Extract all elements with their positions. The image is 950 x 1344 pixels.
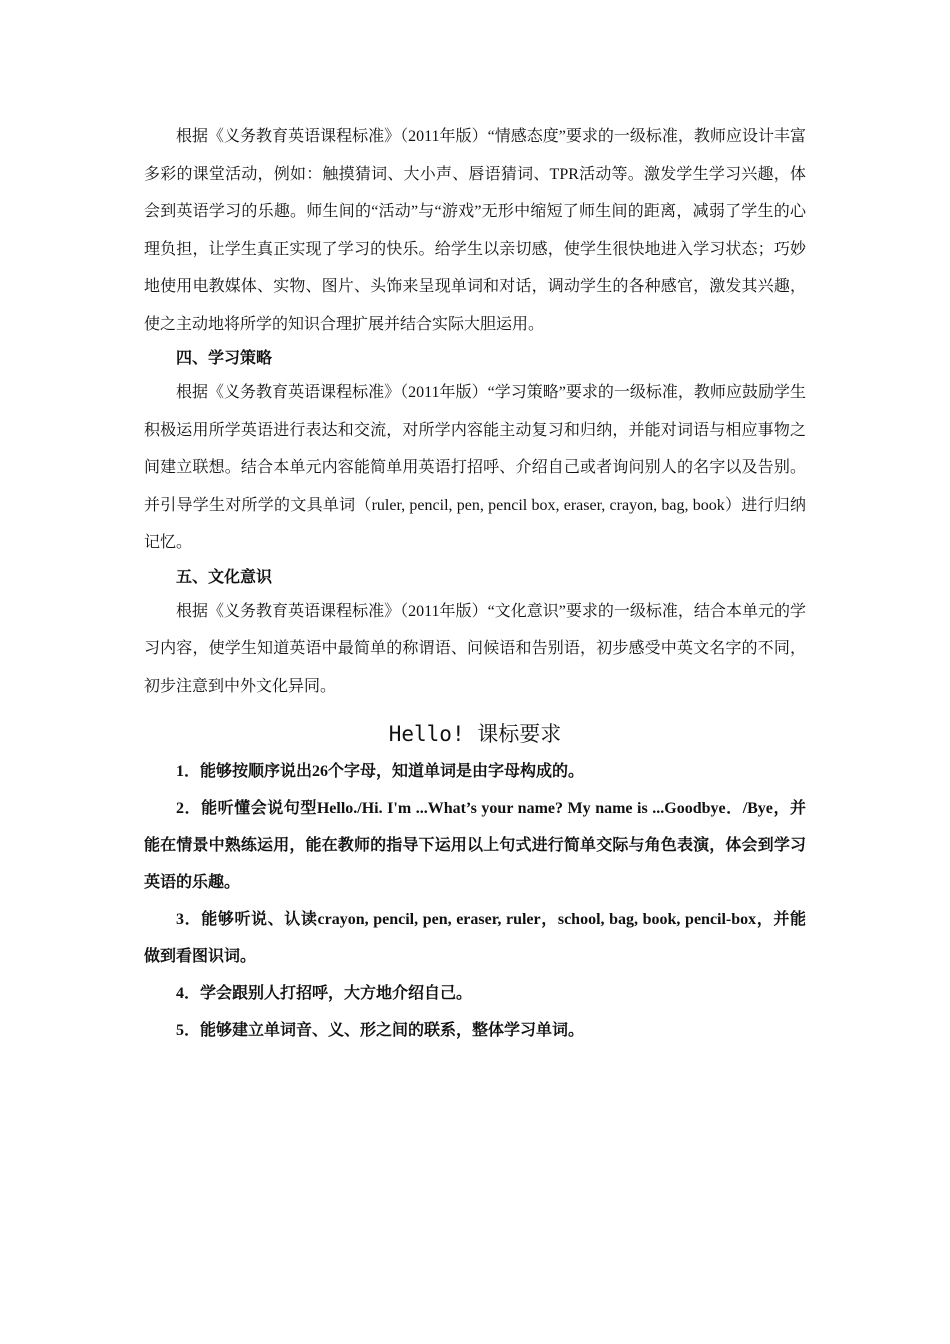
paragraph-learning-strategy: 根据《义务教育英语课程标准》（2011年版）“学习策略”要求的一级标准，教师应鼓励学生积极运用所学英语进行表达和交流，对所学内容能主动复习和归纳，并能对词语与相应事物之间建立联想。结合本单元内容能简单用英语打招呼、介绍自己或者询问别人的名字以及告别。并引导学生对所学的文具单词（ruler, pencil, pen, pencil box, eraser, crayon, bag, book）进行归纳记忆。 [144, 384, 806, 551]
paragraph-cultural-awareness: 根据《义务教育英语课程标准》（2011年版）“文化意识”要求的一级标准，结合本单元的学习内容，使学生知道英语中最简单的称谓语、问候语和告别语，初步感受中英文名字的不同，初步注意到中外文化异同。 [144, 602, 806, 695]
requirement-item-1: 1．能够按顺序说出26个字母，知道单词是由字母构成的。 [176, 763, 585, 780]
heading-learning-strategy: 四、学习策略 [176, 350, 273, 367]
document-page [144, 118, 806, 1049]
requirement-item-3: 3．能够听说、认读crayon, pencil, pen, eraser, ruler，school, bag, book, pencil-box，并能做到看图识词。 [144, 911, 806, 965]
heading-cultural-awareness: 五、文化意识 [176, 568, 273, 586]
paragraph-emotional-attitude: 根据《义务教育英语课程标准》（2011年版）“情感态度”要求的一级标准，教师应设计丰富多彩的课堂活动，例如：触摸猜词、大小声、唇语猜词、TPR活动等。激发学生学习兴趣，体会到英语学习的乐趣。师生间的“活动”与“游戏”无形中缩短了师生间的距离，减弱了学生的心理负担，让学生真正实现了学习的快乐。给学生以亲切感，使学生很快地进入学习状态；巧妙地使用电教媒体、实物、图片、头饰来呈现单词和对话，调动学生的各种感官，激发其兴趣，使之主动地将所学的知识合理扩展并结合实际大胆运用。 [144, 128, 806, 333]
requirements-title: Hello! 课标要求 [388, 722, 562, 746]
requirement-item-2: 2．能听懂会说句型Hello./Hi. I'm ...What’s your name? My name is ...Goodbye．/Bye，并能在情景中熟练运用，能在教师的指导下运用以上句式进行简单交际与角色表演，体会到学习英语的乐趣。 [144, 800, 806, 891]
requirement-item-4: 4．学会跟别人打招呼，大方地介绍自己。 [176, 985, 473, 1002]
requirement-item-5: 5．能够建立单词音、义、形之间的联系，整体学习单词。 [176, 1022, 585, 1039]
